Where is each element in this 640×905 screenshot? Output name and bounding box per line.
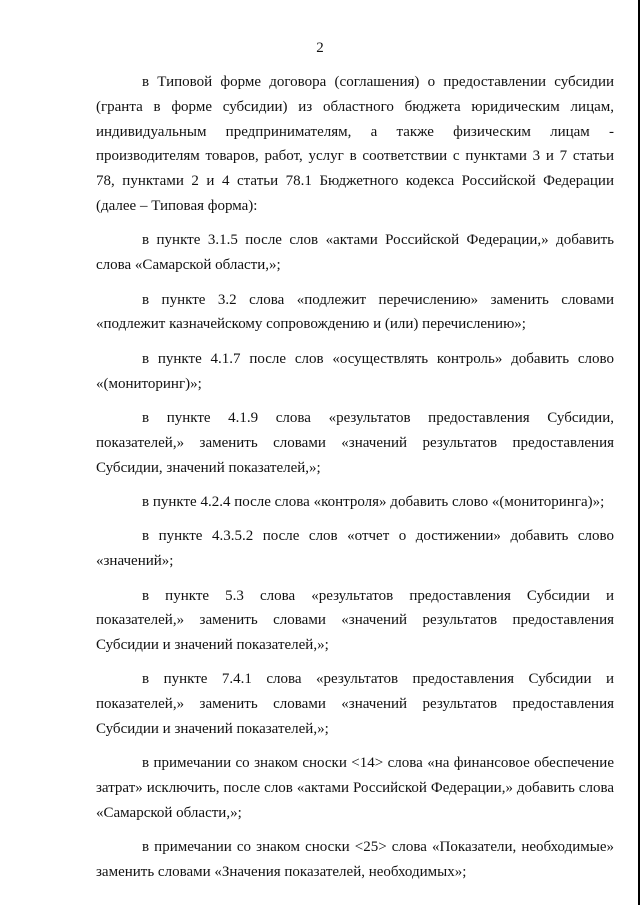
paragraph-footnote-14: в примечании со знаком сноски <14> слова «на финансовое обеспечение затрат» исключить, после слов «актами Российской Федерации,» добавить слова «Самарской области,»; bbox=[96, 755, 614, 822]
paragraph-5-3: в пункте 5.3 слова «результатов предоставления Субсидии и показателей,» заменить словами «значений результатов предоставления Субсидии и значений показателей,»; bbox=[96, 587, 614, 654]
paragraph-4-2-4: в пункте 4.2.4 после слова «контроля» добавить слово «(мониторинга)»; bbox=[142, 493, 605, 510]
paragraph-3-2: в пункте 3.2 слова «подлежит перечислению» заменить словами «подлежит казначейскому сопровождению и (или) перечислению»; bbox=[96, 291, 614, 333]
paragraph-typical-form: в Типовой форме договора (соглашения) о предоставлении субсидии (гранта в форме субсидии) из областного бюджета юридическим лицам, индивидуальным предпринимателям, а также физическим лицам - производителям товаров, работ, услуг в соответствии с пунктами 3 и 7 статьи 78, пунктами 2 и 4 статьи 78.1 Бюджетного кодекса Российской Федерации (далее – Типовая форма): bbox=[96, 74, 614, 214]
document-body bbox=[96, 70, 614, 885]
paragraph-4-3-5-2: в пункте 4.3.5.2 после слов «отчет о достижении» добавить слово «значений»; bbox=[96, 528, 614, 570]
paragraph-footnote-25: в примечании со знаком сноски <25> слова «Показатели, необходимые» заменить словами «Значения показателей, необходимых»; bbox=[96, 839, 614, 881]
paragraph-4-1-9: в пункте 4.1.9 слова «результатов предоставления Субсидии, показателей,» заменить словами «значений результатов предоставления Субсидии, значений показателей,»; bbox=[96, 409, 614, 476]
paragraph-3-1-5: в пункте 3.1.5 после слов «актами Российской Федерации,» добавить слова «Самарской области,»; bbox=[96, 232, 614, 274]
paragraph-4-1-7: в пункте 4.1.7 после слов «осуществлять контроль» добавить слово «(мониторинг)»; bbox=[96, 350, 614, 392]
page-number: 2 bbox=[316, 40, 324, 56]
paragraph-7-4-1: в пункте 7.4.1 слова «результатов предоставления Субсидии и показателей,» заменить словами «значений результатов предоставления Субсидии и значений показателей,»; bbox=[96, 671, 614, 738]
